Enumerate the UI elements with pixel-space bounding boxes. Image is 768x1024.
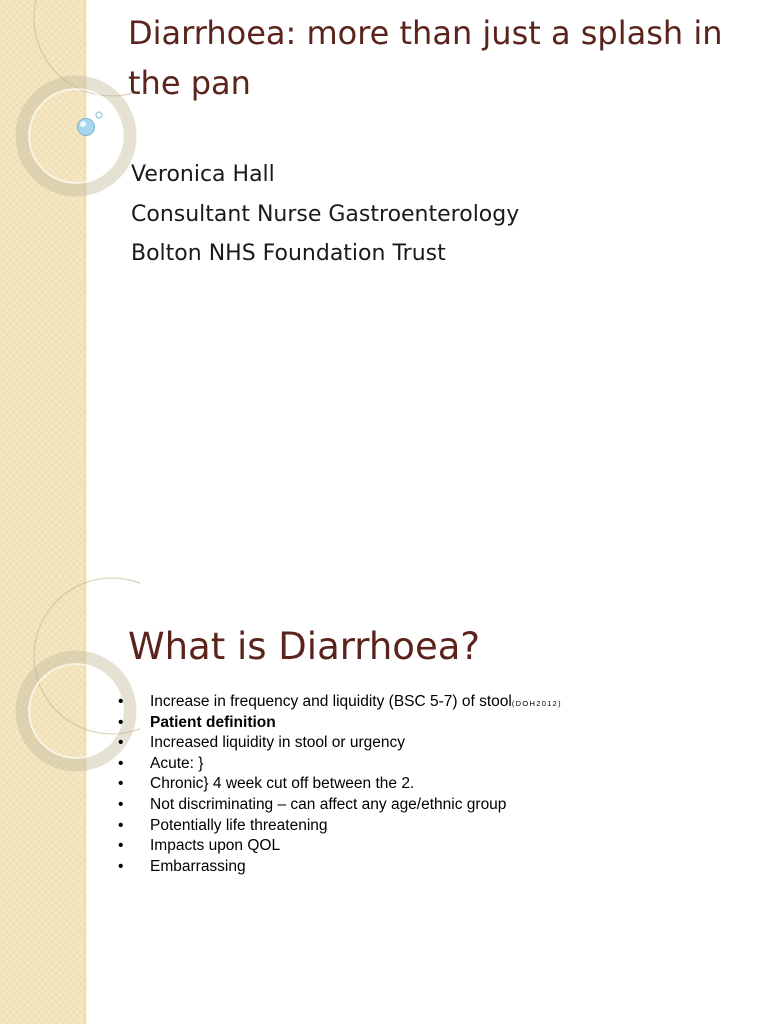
bullet-icon: • xyxy=(118,775,124,793)
bullet-icon: • xyxy=(118,713,124,731)
bullet-text: Embarrassing xyxy=(150,857,246,875)
bullet-icon: • xyxy=(118,816,124,834)
decorative-sidebar xyxy=(0,576,84,1024)
citation: (DOH2012) xyxy=(511,699,562,708)
bullet-text: Impacts upon QOL xyxy=(150,837,281,855)
list-item xyxy=(118,733,562,754)
bullet-icon: • xyxy=(118,837,124,855)
bullet-list xyxy=(118,692,562,877)
list-item xyxy=(118,754,562,775)
bullet-icon: • xyxy=(118,693,124,710)
presenter-details xyxy=(131,155,519,274)
sidebar-edge xyxy=(84,576,87,1024)
presenter-organisation: Bolton NHS Foundation Trust xyxy=(131,241,446,266)
bullet-icon: • xyxy=(118,795,124,813)
list-item xyxy=(118,857,562,878)
list-item xyxy=(118,795,562,816)
bullet-text: Increased liquidity in stool or urgency xyxy=(150,734,406,752)
list-item xyxy=(118,774,562,795)
list-item xyxy=(118,836,562,857)
bullet-text: Patient definition xyxy=(150,713,276,731)
bullet-text: Not discriminating – can affect any age/ethnic group xyxy=(150,795,507,813)
bullet-text: Increase in frequency and liquidity (BSC 5-7) of stool xyxy=(150,693,512,710)
presenter-role: Consultant Nurse Gastroenterology xyxy=(131,201,520,227)
bullet-icon: • xyxy=(118,857,124,875)
bullet-text: Chronic} 4 week cut off between the 2. xyxy=(150,775,415,793)
presenter-name: Veronica Hall xyxy=(131,162,275,187)
slide-title: Diarrhoea: more than just a splash in the pan xyxy=(128,14,723,102)
content-slide xyxy=(0,576,768,1024)
bullet-icon: • xyxy=(118,734,124,752)
bullet-text: Acute: } xyxy=(150,754,204,772)
slide-title: What is Diarrhoea? xyxy=(128,625,481,668)
list-item xyxy=(118,692,562,713)
bullet-text: Potentially life threatening xyxy=(150,816,328,834)
list-item xyxy=(118,816,562,837)
sidebar-edge xyxy=(84,0,87,576)
list-item xyxy=(118,713,562,734)
decorative-sidebar xyxy=(0,0,84,576)
bullet-icon: • xyxy=(118,754,124,772)
